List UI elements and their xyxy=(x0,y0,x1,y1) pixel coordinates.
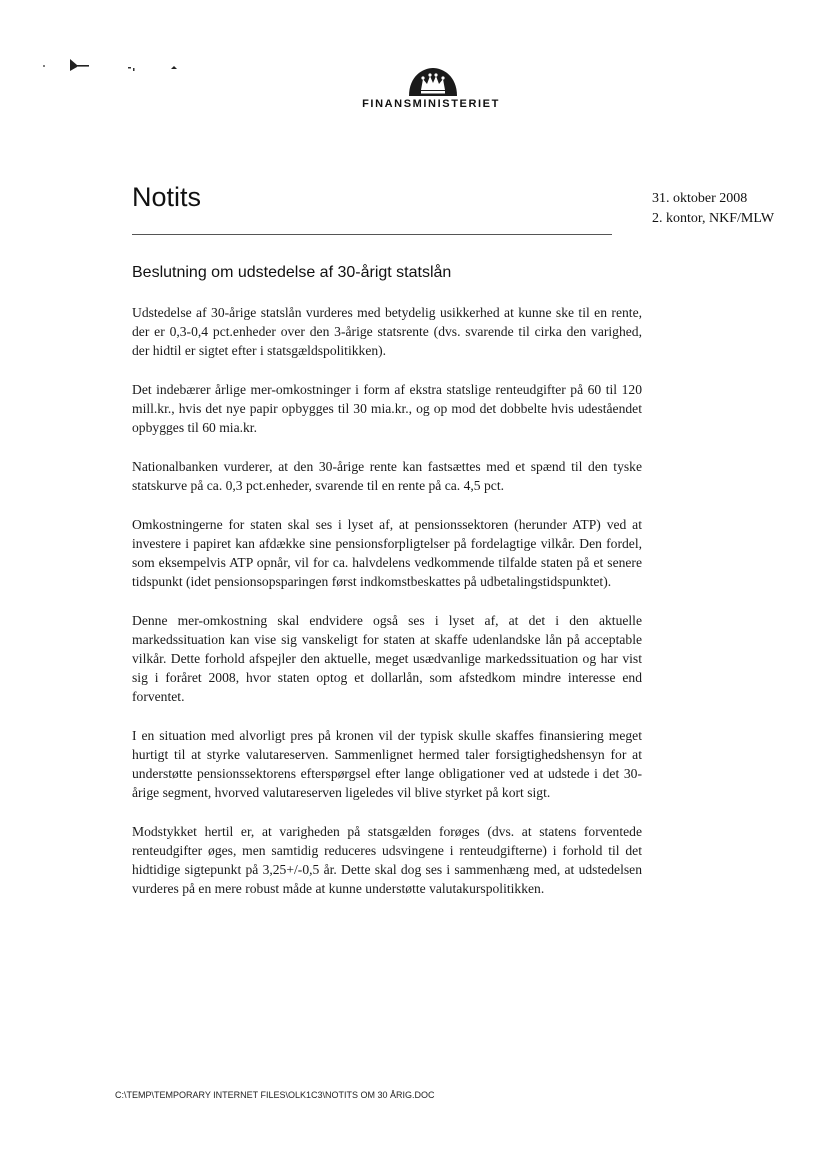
memo-body xyxy=(132,303,642,918)
body-paragraph: Modstykket hertil er, at varigheden på statsgælden forøges (dvs. at statens forventede renteudgifter øges, men samtidig reduceres udsvingene i renteudgifterne) i forhold til det hidtidige sigtepunkt på 3,25+/-0,5 år. Dette skal dog ses i sammenhæng med, at udstedelsen vurderes på en mere robust måde at kunne understøtte valutakurspolitikken. xyxy=(132,824,642,896)
body-paragraph: Omkostningerne for staten skal ses i lyset af, at pensionssektoren (herunder ATP) ved at investere i papiret kan afdække sine pensionsforpligtelser på fordelagtige vilkår. Den fordel, som eksempelvis ATP opnår, vil for ca. halvdelens vedkommende tilfalde staten på et senere tidspunkt (idet pensionsopsparingen først indkomstbeskattes på udbetalingstidspunktet). xyxy=(132,517,642,589)
file-path-footer: C:\TEMP\TEMPORARY INTERNET FILES\OLK1C3\NOTITS OM 30 ÅRIG.DOC xyxy=(115,1090,435,1100)
body-paragraph: I en situation med alvorligt pres på kronen vil der typisk skulle skaffes finansiering meget hurtigt til at styrke valutareserven. Sammenlignet hermed taler forsigtighedshensyn for at understøtte pensionssektorens efterspørgsel efter lange obligationer ved at udstede i det 30-årige segment, hvorved valutareserven ligeledes vil blive styrket på kort sigt. xyxy=(132,728,642,800)
body-paragraph: Udstedelse af 30-årige statslån vurderes med betydelig usikkerhed at kunne ske til en rente, der er 0,3-0,4 pct.enheder over den 3-årige statsrente (dvs. svarende til cirka den varighed, der hidtil er sigtet efter i statsgældspolitikken). xyxy=(132,305,642,358)
body-paragraph: Nationalbanken vurderer, at den 30-årige rente kan fastsættes med et spænd til den tyske statskurve på ca. 0,3 pct.enheder, svarende til en rente på ca. 4,5 pct. xyxy=(132,459,642,493)
document-date: 31. oktober 2008 xyxy=(652,191,748,206)
crown-emblem-icon xyxy=(405,66,461,98)
document-meta xyxy=(652,189,774,229)
document-type-heading: Notits xyxy=(132,182,202,212)
document-office: 2. kontor, NKF/MLW xyxy=(652,211,775,226)
memo-title: Beslutning om udstedelse af 30-årigt statslån xyxy=(132,264,452,281)
body-paragraph: Det indebærer årlige mer-omkostninger i form af ekstra statslige renteudgifter på 60 til 120 mill.kr., hvis det nye papir opbygges til 30 mia.kr., og op mod det dobbelte hvis udeståendet opbygges til 60 mia.kr. xyxy=(132,382,642,435)
scan-artifact-marks xyxy=(40,56,190,76)
ministry-name: FINANSMINISTERIET xyxy=(362,98,500,110)
body-paragraph: Denne mer-omkostning skal endvidere også ses i lyset af, at det i den aktuelle markedssituation kan vise sig vanskeligt for staten at skaffe udenlandske lån på acceptable vilkår. Dette forhold afspejler den aktuelle, meget usædvanlige markedssituation og har vist sig i foråret 2008, hvor staten optog et dollarlån, som afstedkom mindre interesse end forventet. xyxy=(132,613,642,704)
header-divider xyxy=(132,234,612,235)
